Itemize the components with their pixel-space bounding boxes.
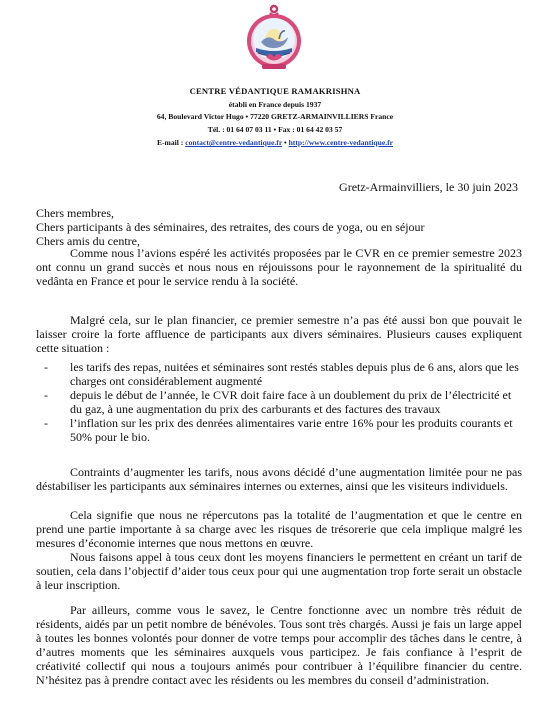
established-line: établi en France depuis 1937 — [228, 100, 322, 109]
contact-line — [0, 138, 550, 148]
salutation-block — [36, 206, 520, 248]
website-link[interactable]: http://www.centre-vedantique.fr — [288, 138, 394, 147]
organization-name: CENTRE VÉDANTIQUE RAMAKRISHNA — [189, 86, 361, 96]
list-dash: - — [44, 415, 48, 430]
separator-bullet: • — [283, 138, 287, 147]
postal-address: 64, Boulevard Victor Hugo • 77220 GRETZ-ARMAINVILLIERS France — [156, 112, 394, 121]
centre-logo-emblem — [244, 4, 304, 76]
list-dash: - — [44, 387, 48, 402]
list-item-text: les tarifs des repas, nuitées et séminaires sont restés stables depuis plus de 6 ans, alors que les charges ont considérablement augmenté — [70, 360, 519, 388]
list-item-text: l’inflation sur les prix des denrées alimentaires varie entre 16% pour les produits courants et 50% pour le bio. — [70, 415, 513, 444]
paragraph-volunteers: Par ailleurs, comme vous le savez, le Centre fonctionne avec un nombre très réduit de résidents, aidés par un petit nombre de bénévoles. Tous sont très chargés. Aussi je fais un large appel à toutes les bonnes volontés pour donner de votre temps pour accomplir des tâches dans le centre, à d’autres moments que les séminaires auxquels vous participez. Je fais confiance à l’esprit de créativité collectif qui nous a toujours animés pour contribuer à l’équilibre financier du centre. N’hésitez pas à prendre contact avec les résidents ou les membres du conseil d’administration. — [36, 603, 522, 687]
list-item — [36, 417, 522, 445]
paragraph-success: Comme nous l’avions espéré les activités proposées par le CVR en ce premier semestre 2023 ont connu un grand succès et nous nous en réjouissons pour le rayonnement de la spiritualité du vedânta en France et pour le service rendu à la société. — [36, 246, 522, 288]
list-item — [36, 361, 522, 389]
paragraph-financial: Malgré cela, sur le plan financier, ce premier semestre n’a pas été aussi bon que pouvait le laisser croire la forte affluence de participants aux divers séminaires. Plusieurs causes expliquent cette situation : — [36, 313, 522, 355]
list-item-text: depuis le début de l’année, le CVR doit faire face à un doublement du prix de l’électricité et du gaz, à une augmentation du prix des carburants et des factures des travaux — [70, 387, 512, 416]
email-label: E-mail : — [156, 138, 184, 147]
salutation-line: Chers participants à des séminaires, des retraites, des cours de yoga, ou en séjour — [36, 220, 425, 234]
salutation-line: Chers amis du centre, — [36, 234, 140, 248]
causes-list — [36, 361, 522, 444]
salutation-line: Chers membres, — [36, 206, 114, 220]
phone-fax-line: Tél. : 01 64 07 03 11 • Fax : 01 64 42 03 57 — [207, 125, 343, 134]
email-link[interactable]: contact@centre-vedantique.fr — [185, 138, 283, 147]
paragraph-absorption: Cela signifie que nous ne répercutons pas la totalité de l’augmentation et que le centre en prend une partie importante à sa charge avec les risques de trésorerie que cela implique malgré les mesures d’économie internes que nous mettons en œuvre. — [36, 508, 522, 550]
place-date-line: Gretz-Armainvilliers, le 30 juin 2023 — [339, 180, 518, 194]
paragraph-support-tariff: Nous faisons appel à tous ceux dont les moyens financiers le permettent en créant un tarif de soutien, cela dans l’objectif d’aider tous ceux pour qui une augmentation trop forte serait un obstacle à leur inscription. — [36, 550, 522, 592]
list-item — [36, 389, 522, 417]
paragraph-tariffs: Contraints d’augmenter les tarifs, nous avons décidé d’une augmentation limitée pour ne pas déstabiliser les participants aux séminaires internes ou externes, ainsi que les visiteurs individuels. — [36, 465, 522, 493]
list-dash: - — [44, 360, 48, 374]
